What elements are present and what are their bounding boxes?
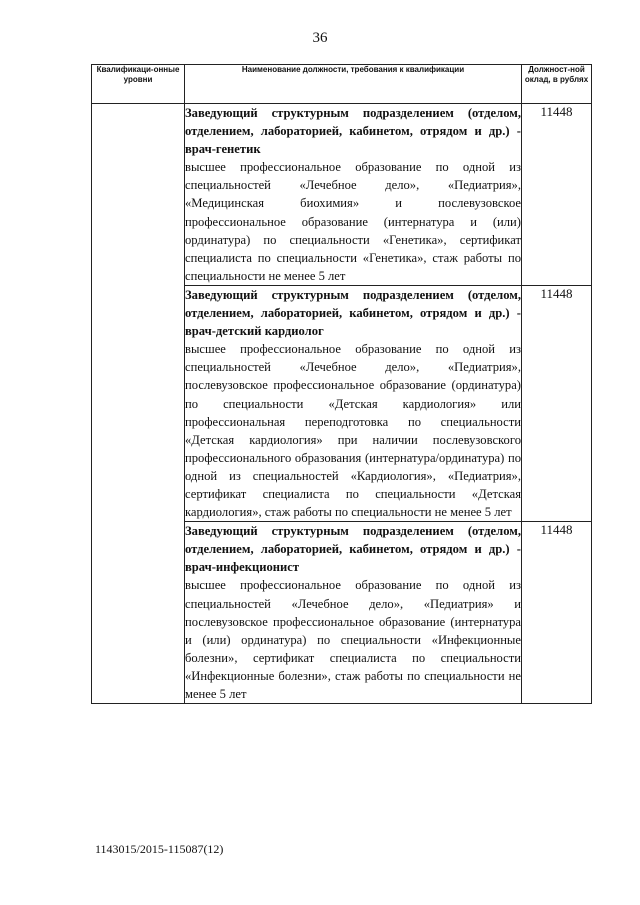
header-position-requirements: Наименование должности, требования к квалификации: [185, 65, 522, 104]
qualification-table: [91, 64, 592, 704]
table-header-row: [92, 65, 592, 104]
salary-cell: 11448: [522, 285, 592, 521]
position-requirements: высшее профессиональное образование по одной из специальностей «Лечебное дело», «Педиатрия», послевузовское профессиональное образование (ординатура) по специальности «Детская кардиология» или профессиональная переподготовка по специальности «Детская кардиология» при наличии послевузовского профессионального образования (интернатура/ординатура) по одной из специальностей «Кардиология», «Педиатрия», сертификат специалиста по специальности «Детская кардиология», стаж работы по специальности не менее 5 лет: [185, 342, 521, 520]
position-title: Заведующий структурным подразделением (отделом, отделением, лабораторией, кабинетом, отрядом и др.) - врач-детский кардиолог: [185, 287, 521, 339]
salary-cell: 11448: [522, 104, 592, 286]
salary-cell: 11448: [522, 522, 592, 704]
document-code: 1143015/2015-115087(12): [95, 842, 224, 856]
header-salary: Должност-ной оклад, в рублях: [522, 65, 592, 104]
table-row: [92, 104, 592, 286]
position-title: Заведующий структурным подразделением (отделом, отделением, лабораторией, кабинетом, отрядом и др.) - врач-инфекционист: [185, 524, 521, 575]
position-title: Заведующий структурным подразделением (отделом, отделением, лабораторией, кабинетом, отрядом и др.) - врач-генетик: [185, 106, 521, 157]
header-qualification-levels: Квалификаци-онные уровни: [92, 65, 185, 104]
position-requirements: высшее профессиональное образование по одной из специальностей «Лечебное дело», «Педиатрия» и послевузовское профессиональное образование (интернатура и (или) ординатура) по специальности «Инфекционные болезни», сертификат специалиста по специальности «Инфекционные болезни», стаж работы по специальности не менее 5 лет: [185, 578, 521, 701]
position-cell: [185, 285, 522, 521]
qualification-level-cell: [92, 104, 185, 704]
position-cell: [185, 104, 522, 286]
page-number: 36: [312, 30, 328, 46]
position-requirements: высшее профессиональное образование по одной из специальностей «Лечебное дело», «Педиатрия», «Медицинская биохимия» и послевузовское профессиональное образование (интернатура и (или) ординатура) по специальности «Генетика», сертификат специалиста по специальности «Генетика», стаж работы по специальности не менее 5 лет: [185, 160, 521, 283]
position-cell: [185, 522, 522, 704]
